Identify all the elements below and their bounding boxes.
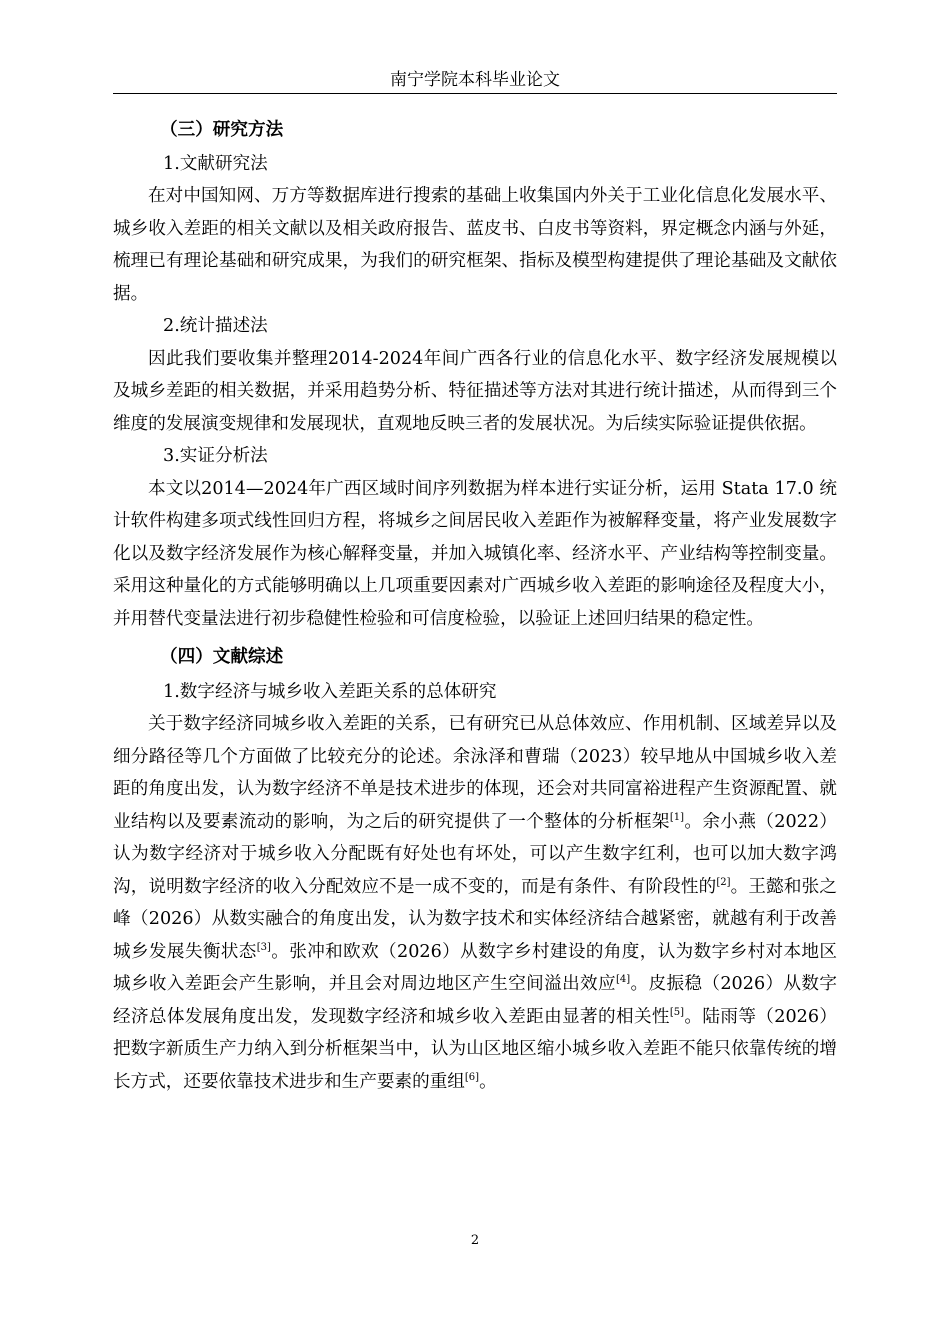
citation-2: [2] — [716, 876, 731, 888]
section-heading-research-methods: （三）研究方法 — [160, 119, 284, 140]
review-text-7: 。 — [479, 1071, 497, 1092]
citation-6: [6] — [464, 1071, 480, 1083]
citation-3: [3] — [256, 941, 271, 953]
review-text-4: 。张冲和欧欢（2026）从数字乡村建设的角度，认为数字乡村对本地区城乡收入差距会产生影响，并且会对周边地区产生空间溢出效应 — [113, 941, 837, 994]
subheading-empirical-method: 3.实证分析法 — [163, 446, 268, 466]
paragraph-literature-method: 在对中国知网、万方等数据库进行搜索的基础上收集国内外关于工业化信息化发展水平、城乡收入差距的相关文献以及相关政府报告、蓝皮书、白皮书等资料，界定概念内涵与外延，梳理已有理论基础和研究成果，为我们的研究框架、指标及模型构建提供了理论基础及文献依据。 — [113, 186, 837, 304]
section-heading-literature-review: （四）文献综述 — [160, 646, 284, 667]
paragraph-empirical-method: 本文以2014—2024年广西区域时间序列数据为样本进行实证分析，运用 Stata 17.0 统计软件构建多项式线性回归方程，将城乡之间居民收入差距作为被解释变量，将产业发展数字化以及数字经济发展作为核心解释变量，并加入城镇化率、经济水平、产业结构等控制变量。采用这种量化的方式能够明确以上几项重要因素对广西城乡收入差距的影响途径及程度大小，并用替代变量法进行初步稳健性检验和可信度检验，以验证上述回归结果的稳定性。 — [113, 478, 837, 629]
review-text-6: 。陆雨等（2026）把数字新质生产力纳入到分析框架当中，认为山区地区缩小城乡收入差距不能只依靠传统的增长方式，还要依靠技术进步和生产要素的重组 — [113, 1006, 837, 1092]
page-number: 2 — [470, 1233, 480, 1248]
review-text-1: 关于数字经济同城乡收入差距的关系，已有研究已从总体效应、作用机制、区域差异以及细分路径等几个方面做了比较充分的论述。余泳泽和曹瑞（2023）较早地从中国城乡收入差距的角度出发，认为数字经济不单是技术进步的体现，还会对共同富裕进程产生资源配置、就业结构以及要素流动的影响，为之后的研究提供了一个整体的分析框架 — [113, 714, 837, 832]
page-body — [113, 114, 837, 1098]
citation-5: [5] — [669, 1006, 685, 1018]
paragraph-literature-review — [113, 708, 837, 1098]
subheading-literature-method: 1.文献研究法 — [163, 153, 268, 174]
review-text-2: 。余小燕（2022）认为数字经济对于城乡收入分配既有好处也有坏处，可以产生数字红利，也可以加大数字鸿沟，说明数字经济的收入分配效应不是一成不变的，而是有条件、有阶段性的 — [113, 811, 837, 897]
header-rule — [113, 93, 837, 94]
citation-4: [4] — [616, 974, 631, 985]
citation-1: [1] — [669, 811, 685, 823]
subheading-overall-research: 1.数字经济与城乡收入差距关系的总体研究 — [163, 681, 497, 702]
page-header-title: 南宁学院本科毕业论文 — [390, 70, 560, 90]
review-text-5: 。皮振稳（2026）从数字经济总体发展角度出发，发现数字经济和城乡收入差距由显著的相关性 — [113, 974, 837, 1027]
subheading-statistical-method: 2.统计描述法 — [163, 316, 268, 336]
review-text-3: 。王懿和张之峰（2026）从数实融合的角度出发，认为数字技术和实体经济结合越紧密，就越有利于改善城乡发展失衡状态 — [113, 876, 837, 962]
paragraph-statistical-method: 因此我们要收集并整理2014-2024年间广西各行业的信息化水平、数字经济发展规模以及城乡差距的相关数据，并采用趋势分析、特征描述等方法对其进行统计描述，从而得到三个维度的发展演变规律和发展现状，直观地反映三者的发展状况。为后续实际验证提供依据。 — [113, 348, 837, 434]
